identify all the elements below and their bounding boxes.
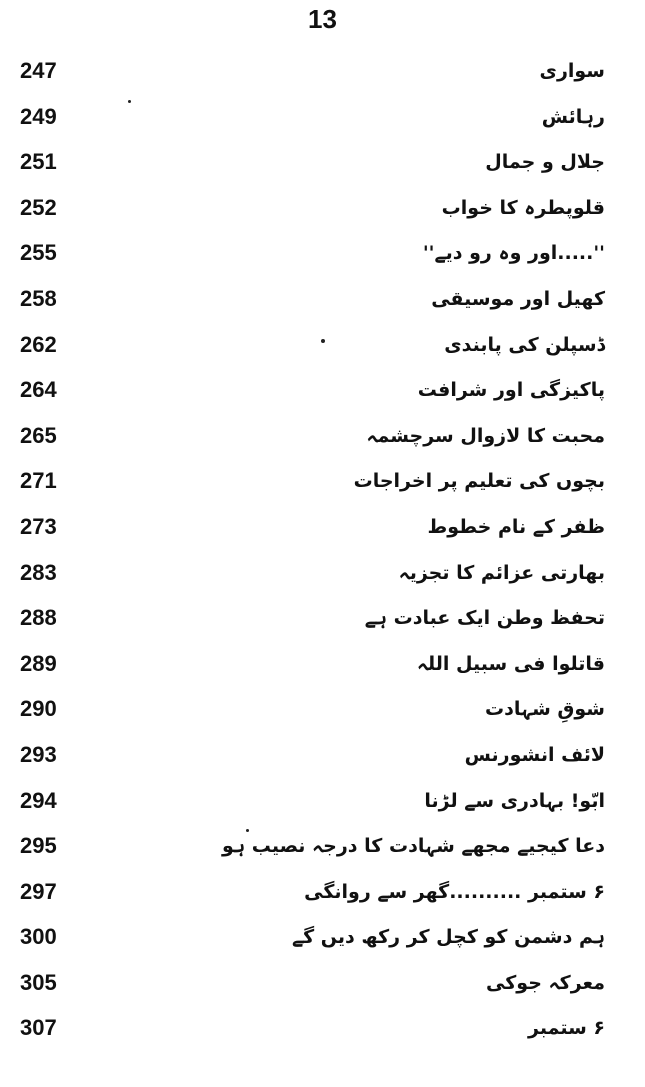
toc-title: ۶ ستمبر ..........گھر سے روانگی [304, 880, 605, 903]
toc-page-number: 264 [20, 377, 57, 403]
toc-entry [0, 784, 645, 830]
toc-page-number: 271 [20, 468, 57, 494]
toc-entry [0, 464, 645, 510]
toc-page-number: 255 [20, 240, 57, 266]
scan-speck [128, 100, 131, 103]
toc-page-number: 288 [20, 605, 57, 631]
toc-title: ابّو! بہادری سے لڑنا [424, 789, 605, 812]
toc-entry [0, 920, 645, 966]
toc-title: کھیل اور موسیقی [431, 287, 605, 310]
toc-title: ''.....اور وہ رو دیے'' [422, 242, 605, 265]
toc-entry [0, 282, 645, 328]
toc-title: دعا کیجیے مجھے شہادت کا درجہ نصیب ہو [222, 835, 605, 858]
toc-entry [0, 373, 645, 419]
scan-speck [246, 829, 249, 832]
toc-page-number: 289 [20, 650, 57, 676]
toc-page-number: 295 [20, 833, 57, 859]
toc-title: ہم دشمن کو کچل کر رکھ دیں گے [291, 926, 605, 949]
toc-title: محبت کا لازوال سرچشمہ [366, 424, 605, 447]
toc-entry [0, 328, 645, 374]
toc-title: قاتلوا فی سبیل اللہ [416, 652, 605, 675]
toc-page-number: 293 [20, 741, 57, 767]
toc-title: جلال و جمال [485, 151, 605, 174]
toc-page-number: 294 [20, 787, 57, 813]
toc-page-number: 258 [20, 285, 57, 311]
toc-title: ظفر کے نام خطوط [427, 515, 605, 538]
toc-page-number: 307 [20, 1015, 57, 1041]
toc-entry [0, 556, 645, 602]
toc-title: معرکہ جوکی [486, 971, 605, 994]
toc-entry [0, 601, 645, 647]
toc-entry [0, 738, 645, 784]
toc-title: رہائش [541, 105, 605, 128]
toc-title: بچوں کی تعلیم پر اخراجات [353, 470, 605, 493]
toc-title: سواری [539, 60, 605, 82]
toc-title: پاکیزگی اور شرافت [417, 379, 605, 402]
toc-entry [0, 100, 645, 146]
toc-page-number: 273 [20, 513, 57, 539]
scan-speck [321, 339, 325, 343]
toc-entry [0, 510, 645, 556]
toc-page-number: 247 [20, 58, 57, 83]
toc-title: شوقِ شہادت [485, 698, 605, 721]
toc-entry [0, 875, 645, 921]
toc-entry [0, 145, 645, 191]
toc-entry [0, 54, 645, 100]
toc-title: تحفظ وطن ایک عبادت ہے [364, 607, 605, 630]
toc-entry [0, 692, 645, 738]
toc-title: لائف انشورنس [464, 743, 605, 766]
toc-title: بھارتی عزائم کا تجزیہ [398, 561, 605, 584]
table-of-contents [0, 54, 645, 1057]
toc-entry [0, 236, 645, 282]
toc-page-number: 252 [20, 194, 57, 220]
toc-entry [0, 647, 645, 693]
toc-page-number: 290 [20, 696, 57, 722]
toc-entry [0, 1011, 645, 1057]
toc-page-number: 251 [20, 149, 57, 175]
toc-page-number: 283 [20, 559, 57, 585]
toc-entry [0, 191, 645, 237]
toc-title: قلوپطرہ کا خواب [441, 196, 605, 219]
toc-entry [0, 419, 645, 465]
toc-title: ۶ ستمبر [528, 1017, 605, 1040]
toc-entry [0, 829, 645, 875]
toc-page-number: 300 [20, 924, 57, 950]
toc-page-number: 297 [20, 878, 57, 904]
toc-page-number: 262 [20, 331, 57, 357]
toc-page-number: 249 [20, 103, 57, 129]
toc-page-number: 265 [20, 422, 57, 448]
toc-page-number: 305 [20, 969, 57, 995]
toc-entry [0, 966, 645, 1012]
page-number: 13 [308, 4, 337, 34]
toc-title: ڈسپلن کی پابندی [444, 333, 605, 356]
